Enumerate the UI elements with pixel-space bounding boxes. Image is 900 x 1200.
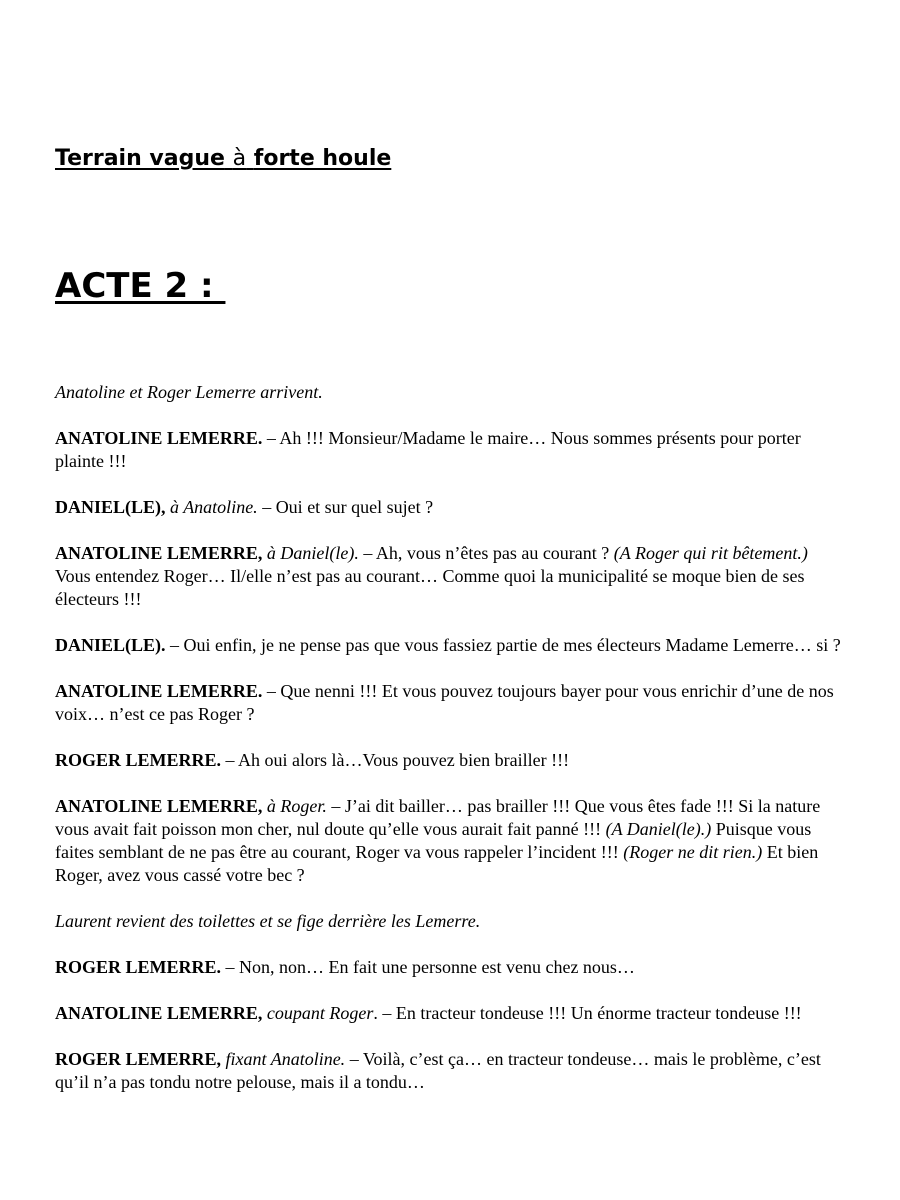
- speaker-name: DANIEL(LE),: [55, 497, 166, 517]
- script-paragraph: [55, 956, 845, 979]
- dialogue-text: – Oui enfin, je ne pense pas que vous fassiez partie de mes électeurs Madame Lemerre… si ?: [165, 635, 841, 655]
- script-paragraph: [55, 1002, 845, 1025]
- dialogue-text: – Ah oui alors là…Vous pouvez bien brailler !!!: [221, 750, 570, 770]
- act-heading: ACTE 2 :: [55, 266, 226, 306]
- speaker-name: ROGER LEMERRE.: [55, 957, 222, 977]
- stage-direction: fixant Anatoline.: [221, 1049, 346, 1069]
- speaker-name: ANATOLINE LEMERRE,: [55, 543, 263, 563]
- dialogue-text: – Que nenni !!! Et vous pouvez toujours bayer pour vous enrichir d’une de nos voix… n’est ce pas Roger ?: [55, 681, 834, 724]
- speaker-name: ROGER LEMERRE,: [55, 1049, 222, 1069]
- speaker-name: DANIEL(LE).: [55, 635, 166, 655]
- dialogue-text: – Ah, vous n’êtes pas au courant ?: [358, 543, 614, 563]
- title-part-1: Terrain vague: [55, 146, 225, 171]
- stage-direction: à Roger.: [262, 796, 327, 816]
- stage-direction: (A Daniel(le).): [605, 819, 712, 839]
- script-paragraph: [55, 910, 845, 933]
- speaker-name: ANATOLINE LEMERRE,: [55, 796, 263, 816]
- speaker-name: ANATOLINE LEMERRE.: [55, 428, 263, 448]
- dialogue-text: Et bien Roger, avez vous cassé votre bec ?: [55, 842, 819, 885]
- title-part-2: à: [232, 146, 247, 171]
- script-paragraph: [55, 795, 845, 887]
- dialogue-text: – Voilà, c’est ça… en tracteur tondeuse… mais le problème, c’est qu’il n’a pas tondu notre pelouse, mais il a tondu…: [55, 1049, 821, 1092]
- dialogue-text: Vous entendez Roger… Il/elle n’est pas au courant… Comme quoi la municipalité se moque bien de ses électeurs !!!: [55, 566, 805, 609]
- script-paragraph: [55, 680, 845, 726]
- script-body: [55, 381, 845, 1117]
- script-paragraph: [55, 427, 845, 473]
- dialogue-text: – Oui et sur quel sujet ?: [257, 497, 434, 517]
- speaker-name: ANATOLINE LEMERRE,: [55, 1003, 263, 1023]
- dialogue-text: – Ah !!! Monsieur/Madame le maire… Nous sommes présents pour porter plainte !!!: [55, 428, 801, 471]
- stage-direction: (A Roger qui rit bêtement.): [613, 543, 808, 563]
- stage-direction: à Anatoline.: [165, 497, 258, 517]
- dialogue-text: . – En tracteur tondeuse !!! Un énorme tracteur tondeuse !!!: [373, 1003, 802, 1023]
- speaker-name: ANATOLINE LEMERRE.: [55, 681, 263, 701]
- script-paragraph: [55, 496, 845, 519]
- dialogue-text: Puisque vous faites semblant de ne pas être au courant, Roger va vous rappeler l’incident !!!: [55, 819, 812, 862]
- stage-direction: à Daniel(le).: [262, 543, 359, 563]
- stage-direction: Anatoline et Roger Lemerre arrivent.: [55, 382, 323, 402]
- script-paragraph: [55, 542, 845, 611]
- script-paragraph: [55, 749, 845, 772]
- script-paragraph: [55, 1048, 845, 1094]
- script-paragraph: [55, 381, 845, 404]
- stage-direction: (Roger ne dit rien.): [623, 842, 763, 862]
- title-part-3: forte houle: [253, 146, 392, 171]
- script-paragraph: [55, 634, 845, 657]
- stage-direction: coupant Roger: [262, 1003, 374, 1023]
- stage-direction: Laurent revient des toilettes et se fige derrière les Lemerre.: [55, 911, 481, 931]
- dialogue-text: – J’ai dit bailler… pas brailler !!! Que vous êtes fade !!! Si la nature vous avait fait poisson mon cher, nul doute qu’elle vous aurait fait panné !!!: [55, 796, 821, 839]
- speaker-name: ROGER LEMERRE.: [55, 750, 222, 770]
- play-title: [55, 146, 391, 171]
- dialogue-text: – Non, non… En fait une personne est venu chez nous…: [221, 957, 635, 977]
